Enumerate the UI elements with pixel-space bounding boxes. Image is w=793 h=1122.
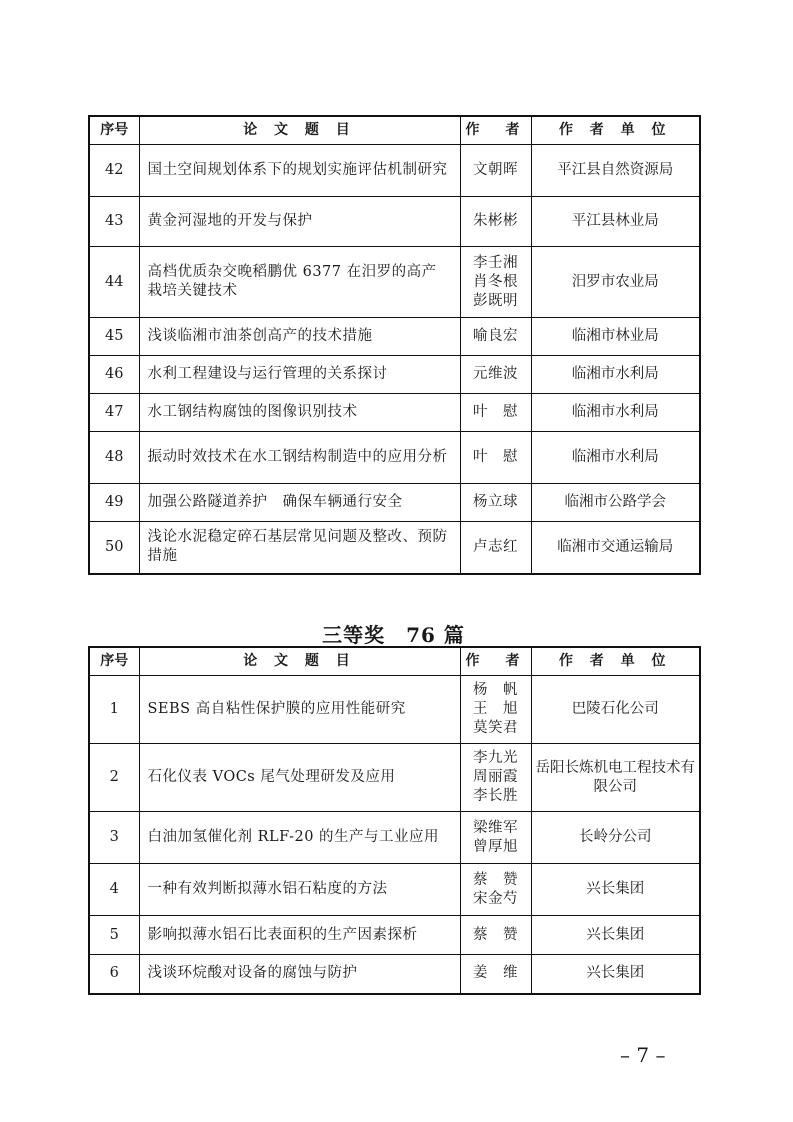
author-name: 宋金芍 xyxy=(473,890,518,907)
author-name: 蔡 赞 xyxy=(473,871,518,888)
author-name: 肖冬根 xyxy=(473,273,518,290)
author-unit: 临湘市水利局 xyxy=(531,394,700,432)
paper-title: 高档优质杂交晚稻鹏优 6377 在汨罗的高产栽培关键技术 xyxy=(139,247,460,318)
author-cell xyxy=(460,484,531,522)
author-name: 姜 维 xyxy=(473,965,518,982)
author-unit: 汨罗市农业局 xyxy=(531,247,700,318)
author-name: 梁维军 xyxy=(473,819,518,836)
section-heading-third-prize: 三等奖 76 篇 xyxy=(322,623,465,647)
author-unit: 长岭分公司 xyxy=(531,812,700,864)
row-number: 44 xyxy=(89,247,139,318)
row-number: 6 xyxy=(89,955,139,994)
author-unit: 临湘市水利局 xyxy=(531,356,700,394)
author-name: 李壬湘 xyxy=(473,254,518,271)
paper-title: 石化仪表 VOCs 尾气处理研发及应用 xyxy=(139,744,460,812)
author-cell xyxy=(460,812,531,864)
table-body xyxy=(89,145,700,574)
author-name: 杨 帆 xyxy=(473,682,518,698)
header-title: 论 文 题 目 xyxy=(139,116,460,145)
author-name: 叶 慰 xyxy=(473,449,518,465)
author-name: 叶 慰 xyxy=(473,404,518,420)
table-row xyxy=(89,145,700,197)
author-cell xyxy=(460,356,531,394)
author-name: 朱彬彬 xyxy=(473,213,518,229)
paper-title: 浅论水泥稳定碎石基层常见问题及整改、预防措施 xyxy=(139,522,460,574)
author-cell xyxy=(460,394,531,432)
author-name: 周丽霞 xyxy=(473,769,518,785)
author-name: 蔡 赞 xyxy=(473,926,518,943)
author-unit: 临湘市交通运输局 xyxy=(531,522,700,574)
author-unit: 兴长集团 xyxy=(531,864,700,916)
table-row xyxy=(89,864,700,916)
row-number: 1 xyxy=(89,676,139,744)
row-number: 50 xyxy=(89,522,139,574)
paper-title: 白油加氢催化剂 RLF-20 的生产与工业应用 xyxy=(139,812,460,864)
author-unit: 临湘市公路学会 xyxy=(531,484,700,522)
paper-title: 黄金河湿地的开发与保护 xyxy=(139,197,460,247)
author-unit: 兴长集团 xyxy=(531,916,700,955)
table-row xyxy=(89,318,700,356)
header-title: 论 文 题 目 xyxy=(139,647,460,676)
row-number: 49 xyxy=(89,484,139,522)
author-name: 卢志红 xyxy=(473,538,518,555)
row-number: 46 xyxy=(89,356,139,394)
author-name: 喻良宏 xyxy=(473,328,518,344)
row-number: 48 xyxy=(89,432,139,484)
paper-title: 加强公路隧道养护 确保车辆通行安全 xyxy=(139,484,460,522)
author-cell xyxy=(460,145,531,197)
table-body xyxy=(89,676,700,994)
table-row xyxy=(89,197,700,247)
author-name: 王 旭 xyxy=(473,701,518,717)
header-author: 作 者 xyxy=(460,116,531,145)
table-row xyxy=(89,394,700,432)
paper-title: 浅谈环烷酸对设备的腐蚀与防护 xyxy=(139,955,460,994)
author-unit: 平江县林业局 xyxy=(531,197,700,247)
author-unit: 岳阳长炼机电工程技术有限公司 xyxy=(531,744,700,812)
author-unit: 平江县自然资源局 xyxy=(531,145,700,197)
row-number: 3 xyxy=(89,812,139,864)
table-row xyxy=(89,356,700,394)
row-number: 47 xyxy=(89,394,139,432)
author-name: 李长胜 xyxy=(473,788,518,804)
author-name: 彭既明 xyxy=(473,292,518,309)
page-number: – 7 – xyxy=(620,1043,666,1067)
row-number: 5 xyxy=(89,916,139,955)
author-cell xyxy=(460,916,531,955)
table-row xyxy=(89,812,700,864)
table-row xyxy=(89,676,700,744)
paper-title: 浅谈临湘市油茶创高产的技术措施 xyxy=(139,318,460,356)
paper-title: 振动时效技术在水工钢结构制造中的应用分析 xyxy=(139,432,460,484)
author-unit: 兴长集团 xyxy=(531,955,700,994)
row-number: 2 xyxy=(89,744,139,812)
table-row xyxy=(89,744,700,812)
header-seq: 序号 xyxy=(89,116,139,145)
header-unit: 作 者 单 位 xyxy=(531,647,700,676)
author-cell xyxy=(460,247,531,318)
author-cell xyxy=(460,432,531,484)
table-row xyxy=(89,432,700,484)
row-number: 42 xyxy=(89,145,139,197)
author-unit: 临湘市水利局 xyxy=(531,432,700,484)
author-unit: 巴陵石化公司 xyxy=(531,676,700,744)
table-row xyxy=(89,522,700,574)
table-row xyxy=(89,916,700,955)
author-name: 元维波 xyxy=(473,366,518,382)
table-row xyxy=(89,484,700,522)
author-unit: 临湘市林业局 xyxy=(531,318,700,356)
author-cell xyxy=(460,318,531,356)
table-header-row xyxy=(89,116,700,145)
table-header-row xyxy=(89,647,700,676)
author-name: 莫笑君 xyxy=(473,720,518,736)
author-name: 文朝晖 xyxy=(473,162,518,178)
award-table-third-prize xyxy=(88,646,701,995)
row-number: 4 xyxy=(89,864,139,916)
paper-title: SEBS 高自粘性保护膜的应用性能研究 xyxy=(139,676,460,744)
paper-title: 影响拟薄水铝石比表面积的生产因素探析 xyxy=(139,916,460,955)
header-unit: 作 者 单 位 xyxy=(531,116,700,145)
header-author: 作 者 xyxy=(460,647,531,676)
table-row xyxy=(89,955,700,994)
author-cell xyxy=(460,744,531,812)
paper-title: 水利工程建设与运行管理的关系探讨 xyxy=(139,356,460,394)
paper-title: 一种有效判断拟薄水铝石粘度的方法 xyxy=(139,864,460,916)
author-cell xyxy=(460,197,531,247)
paper-title: 国土空间规划体系下的规划实施评估机制研究 xyxy=(139,145,460,197)
award-table-second-prize-continued xyxy=(88,115,701,575)
author-cell xyxy=(460,864,531,916)
author-cell xyxy=(460,522,531,574)
author-name: 曾厚旭 xyxy=(473,838,518,855)
author-cell xyxy=(460,676,531,744)
header-seq: 序号 xyxy=(89,647,139,676)
table-row xyxy=(89,247,700,318)
author-name: 杨立球 xyxy=(473,494,518,510)
row-number: 45 xyxy=(89,318,139,356)
paper-title: 水工钢结构腐蚀的图像识别技术 xyxy=(139,394,460,432)
author-cell xyxy=(460,955,531,994)
row-number: 43 xyxy=(89,197,139,247)
author-name: 李九光 xyxy=(473,750,518,766)
